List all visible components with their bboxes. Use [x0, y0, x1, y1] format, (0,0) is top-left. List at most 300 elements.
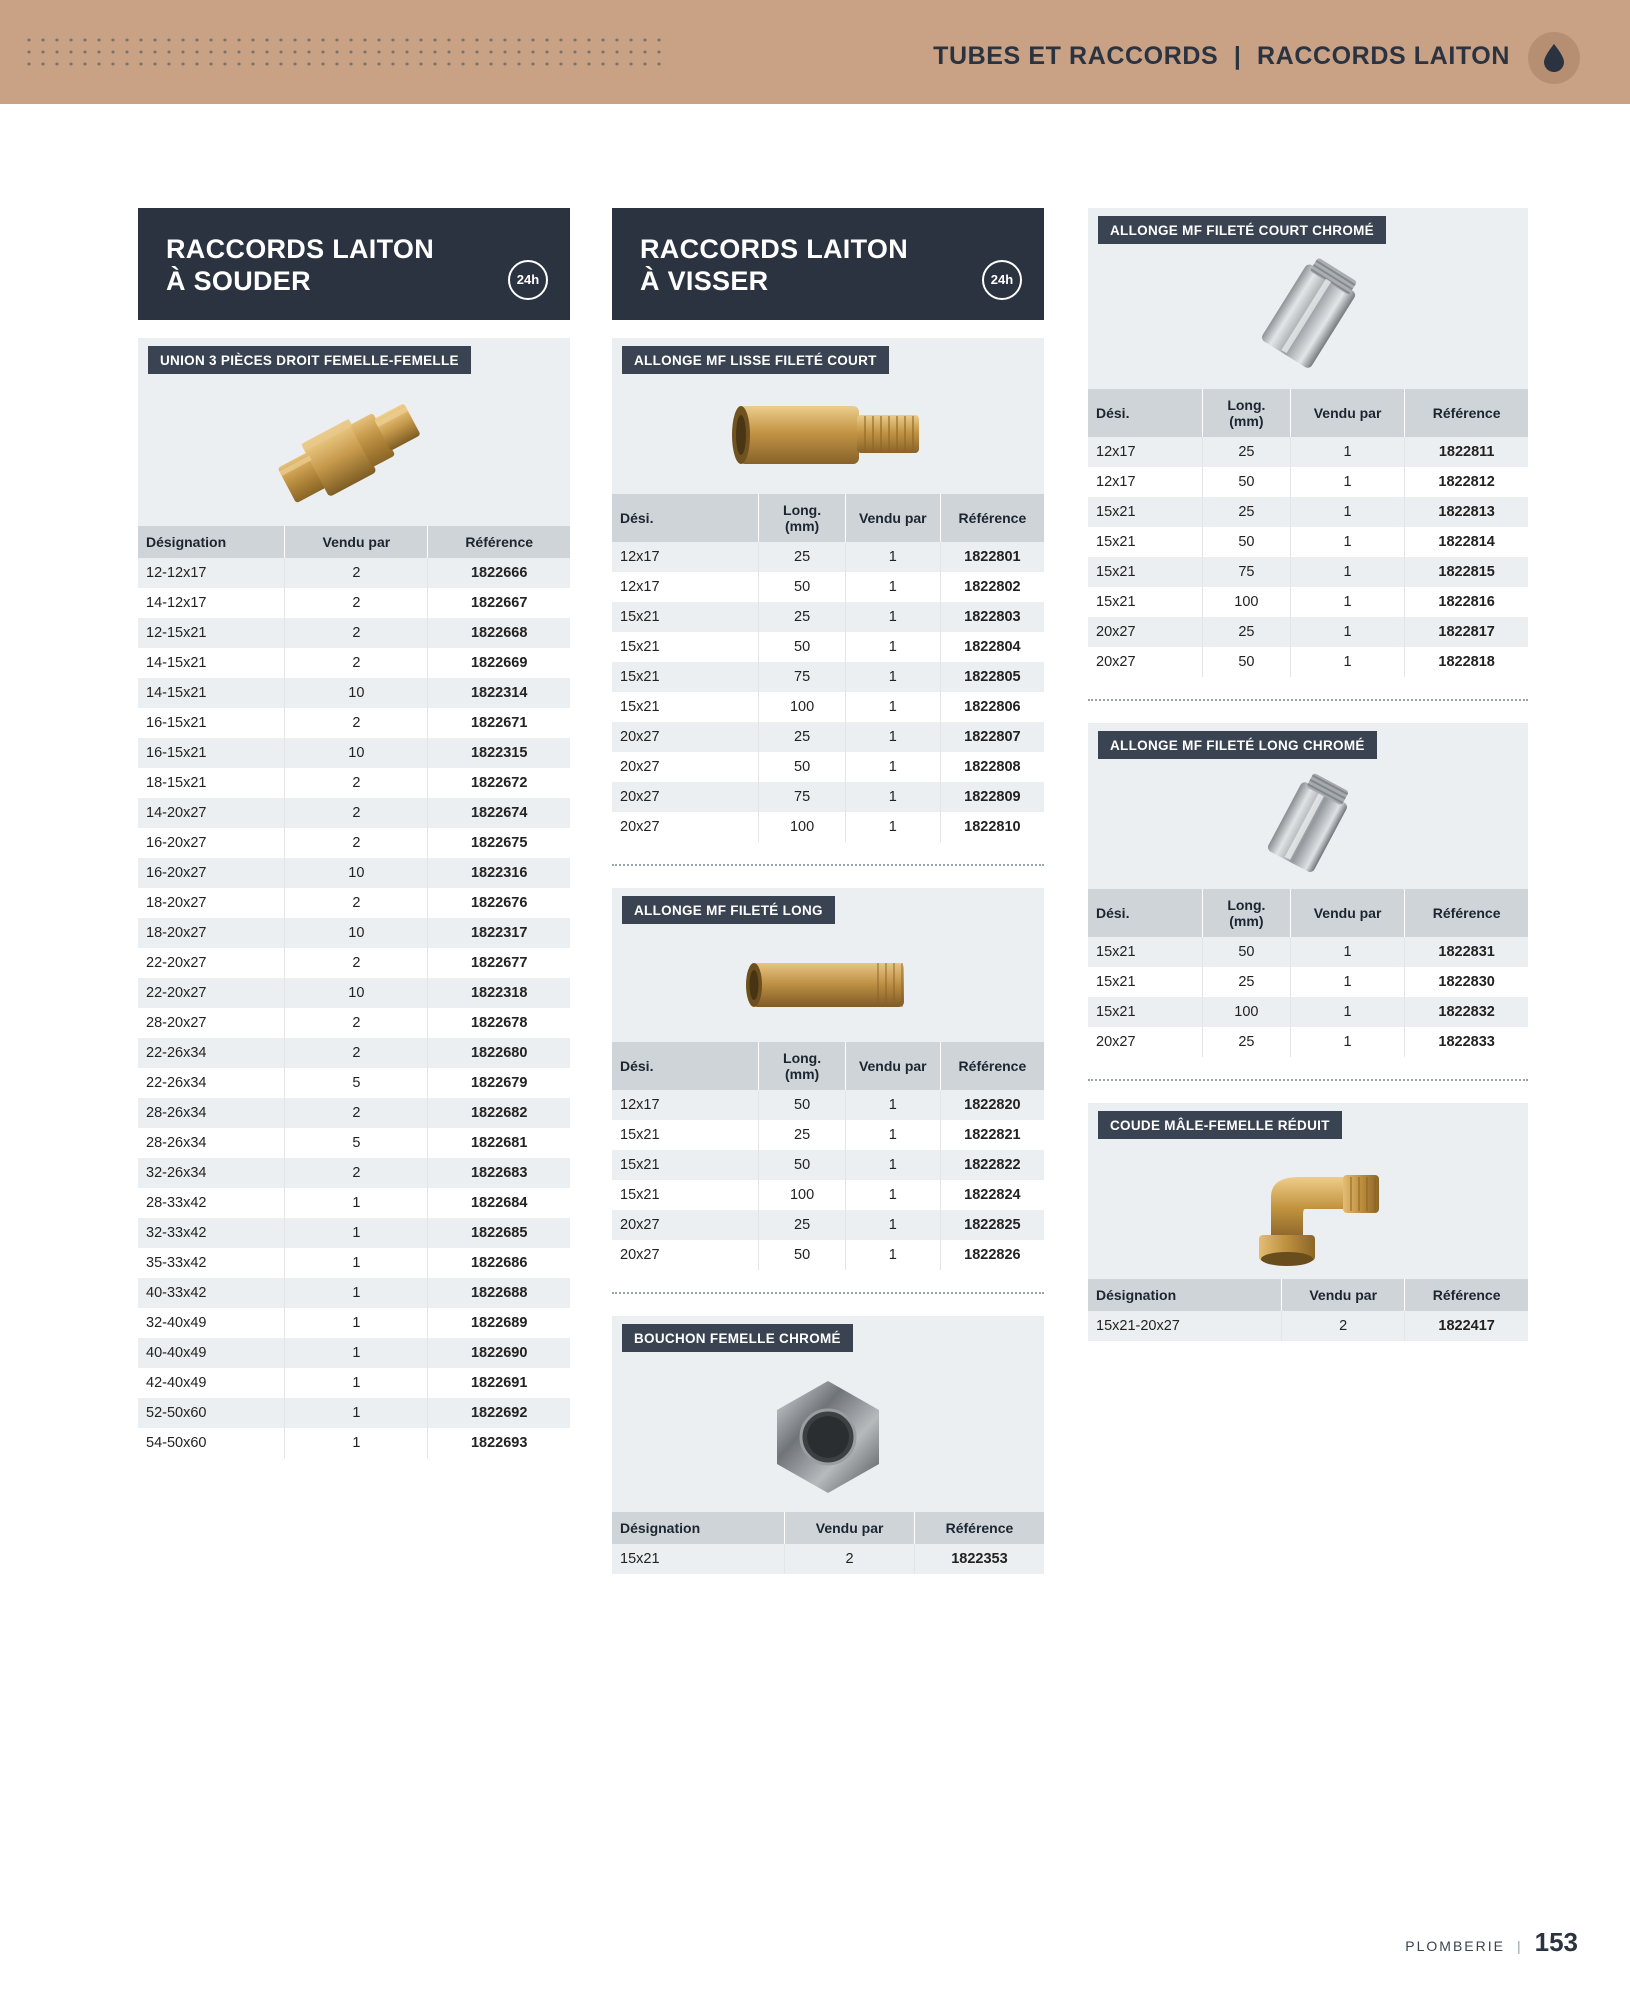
- product-photo-coude-reduit: [1088, 1139, 1528, 1279]
- cell-reference: 1822816: [1438, 594, 1495, 611]
- cell-reference: 1822802: [964, 578, 1021, 595]
- cell-vendu-par: 2: [285, 648, 428, 678]
- cell-vendu-par: 1: [1290, 937, 1404, 967]
- table-header-row: [1088, 1279, 1528, 1311]
- cell-vendu-par: 10: [285, 918, 428, 948]
- cell-vendu-par: 1: [845, 662, 940, 692]
- spec-table-union-3-pieces: [138, 526, 570, 1458]
- breadcrumb: [933, 42, 1510, 71]
- cell-vendu-par: 2: [285, 618, 428, 648]
- product-label: UNION 3 PIÈCES DROIT FEMELLE-FEMELLE: [148, 346, 471, 374]
- cell-vendu-par: 5: [285, 1128, 428, 1158]
- cell-designation: 18-20x27: [138, 888, 285, 918]
- section-banner-a-souder: [138, 208, 570, 320]
- cell-vendu-par: 1: [285, 1398, 428, 1428]
- cell-desi: 12x17: [612, 572, 759, 602]
- table-row: [138, 708, 570, 738]
- table-row: [612, 1150, 1044, 1180]
- cell-vendu-par: 2: [785, 1544, 915, 1574]
- cell-long: 50: [759, 1240, 845, 1270]
- cell-reference: 1822833: [1438, 1034, 1495, 1051]
- cell-vendu-par: 1: [1290, 647, 1404, 677]
- cell-long: 50: [1202, 527, 1290, 557]
- product-label-row: [612, 888, 1044, 924]
- table-row: [612, 782, 1044, 812]
- cell-reference: 1822693: [470, 1434, 528, 1451]
- table-row: [1088, 617, 1528, 647]
- cell-long: 100: [1202, 997, 1290, 1027]
- cell-designation: 14-12x17: [138, 588, 285, 618]
- table-row: [1088, 647, 1528, 677]
- cell-desi: 20x27: [612, 1210, 759, 1240]
- cell-reference: 1822817: [1438, 624, 1495, 641]
- cell-long: 50: [759, 572, 845, 602]
- cell-reference: 1822690: [470, 1344, 528, 1361]
- cell-designation: 28-33x42: [138, 1188, 285, 1218]
- table-row: [138, 888, 570, 918]
- product-block-allonge-long-chrome: [1088, 723, 1528, 1057]
- cell-long: 25: [759, 1210, 845, 1240]
- column-header: Long. (mm): [759, 1042, 845, 1090]
- cell-desi: 15x21: [1088, 967, 1202, 997]
- section-divider: [1088, 1079, 1528, 1081]
- cell-reference: 1822830: [1438, 974, 1495, 991]
- cell-vendu-par: 10: [285, 678, 428, 708]
- cell-long: 25: [759, 602, 845, 632]
- product-label: ALLONGE MF LISSE FILETÉ COURT: [622, 346, 889, 374]
- cell-vendu-par: 2: [285, 1158, 428, 1188]
- cell-reference: 1822831: [1438, 944, 1495, 961]
- table-row: [138, 648, 570, 678]
- cell-desi: 12x17: [1088, 467, 1202, 497]
- cell-desi: 15x21: [612, 662, 759, 692]
- cell-reference: 1822677: [470, 954, 528, 971]
- cell-vendu-par: 1: [845, 752, 940, 782]
- cell-long: 50: [759, 632, 845, 662]
- cell-vendu-par: 1: [845, 722, 940, 752]
- cell-designation: 28-26x34: [138, 1128, 285, 1158]
- cell-reference: 1822812: [1438, 474, 1495, 491]
- cell-vendu-par: 10: [285, 738, 428, 768]
- decorative-dot-pattern: [22, 34, 662, 72]
- cell-reference: 1822688: [470, 1284, 528, 1301]
- cell-reference: 1822801: [964, 548, 1021, 565]
- cell-reference: 1822316: [470, 864, 528, 881]
- cell-vendu-par: 1: [1290, 617, 1404, 647]
- cell-vendu-par: 1: [845, 1090, 940, 1120]
- product-block-allonge-lisse-court: [612, 338, 1044, 842]
- table-row: [1088, 997, 1528, 1027]
- table-row: [138, 768, 570, 798]
- column-header: Vendu par: [1290, 389, 1404, 437]
- cell-designation: 18-20x27: [138, 918, 285, 948]
- cell-reference: 1822815: [1438, 564, 1495, 581]
- cell-vendu-par: 2: [285, 1098, 428, 1128]
- cell-reference: 1822672: [470, 774, 528, 791]
- cell-vendu-par: 1: [1290, 587, 1404, 617]
- table-row: [1088, 557, 1528, 587]
- table-row: [138, 1308, 570, 1338]
- column-header: Référence: [914, 1512, 1044, 1544]
- table-row: [138, 978, 570, 1008]
- table-row: [612, 752, 1044, 782]
- product-photo-bouchon-femelle: [612, 1352, 1044, 1512]
- cell-designation: 40-33x42: [138, 1278, 285, 1308]
- table-row: [138, 588, 570, 618]
- cell-desi: 15x21: [612, 1120, 759, 1150]
- cell-designation: 32-26x34: [138, 1158, 285, 1188]
- table-row: [138, 1158, 570, 1188]
- cell-long: 75: [759, 782, 845, 812]
- table-row: [138, 1338, 570, 1368]
- cell-vendu-par: 1: [1290, 997, 1404, 1027]
- column-header: Référence: [1405, 1279, 1528, 1311]
- cell-designation: 54-50x60: [138, 1428, 285, 1458]
- cell-designation: 14-15x21: [138, 648, 285, 678]
- cell-designation: 18-15x21: [138, 768, 285, 798]
- footer-category: PLOMBERIE: [1405, 1938, 1505, 1954]
- product-label-row: [612, 1316, 1044, 1352]
- table-row: [138, 1218, 570, 1248]
- cell-reference: 1822810: [964, 818, 1021, 835]
- cell-vendu-par: 1: [285, 1218, 428, 1248]
- cell-designation: 22-26x34: [138, 1038, 285, 1068]
- cell-long: 50: [1202, 937, 1290, 967]
- cell-reference: 1822821: [964, 1127, 1021, 1144]
- cell-vendu-par: 1: [285, 1278, 428, 1308]
- cell-long: 50: [759, 752, 845, 782]
- table-row: [138, 1368, 570, 1398]
- cell-reference: 1822814: [1438, 534, 1495, 551]
- table-row: [612, 1090, 1044, 1120]
- cell-vendu-par: 1: [285, 1428, 428, 1458]
- cell-desi: 15x21: [1088, 557, 1202, 587]
- cell-reference: 1822689: [470, 1314, 528, 1331]
- cell-desi: 15x21: [612, 602, 759, 632]
- product-label: ALLONGE MF FILETÉ LONG CHROMÉ: [1098, 731, 1377, 759]
- page-header: [0, 0, 1630, 104]
- spec-table-allonge-court-chrome: [1088, 389, 1528, 677]
- cell-vendu-par: 1: [845, 692, 940, 722]
- cell-desi: 20x27: [612, 1240, 759, 1270]
- cell-reference: 1822804: [964, 638, 1021, 655]
- table-row: [1088, 1311, 1528, 1341]
- column-right: [1088, 208, 1528, 1341]
- cell-designation: 28-20x27: [138, 1008, 285, 1038]
- cell-reference: 1822679: [470, 1074, 528, 1091]
- cell-vendu-par: 1: [285, 1188, 428, 1218]
- cell-vendu-par: 1: [845, 1180, 940, 1210]
- cell-designation: 16-15x21: [138, 738, 285, 768]
- cell-reference: 1822318: [470, 984, 528, 1001]
- cell-reference: 1822809: [964, 788, 1021, 805]
- column-left: [138, 208, 570, 1458]
- table-row: [1088, 967, 1528, 997]
- cell-designation: 15x21-20x27: [1088, 1311, 1282, 1341]
- column-header: Vendu par: [845, 494, 940, 542]
- product-label-row: [1088, 1103, 1528, 1139]
- cell-reference: 1822808: [964, 758, 1021, 775]
- cell-long: 25: [1202, 617, 1290, 647]
- cell-reference: 1822675: [470, 834, 528, 851]
- cell-desi: 15x21: [612, 632, 759, 662]
- cell-vendu-par: 1: [285, 1308, 428, 1338]
- product-label-row: [612, 338, 1044, 374]
- cell-vendu-par: 1: [285, 1248, 428, 1278]
- cell-vendu-par: 2: [285, 828, 428, 858]
- column-middle: [612, 208, 1044, 1574]
- product-block-union-3-pieces: [138, 338, 570, 1458]
- cell-reference: 1822692: [470, 1404, 528, 1421]
- cell-vendu-par: 2: [285, 768, 428, 798]
- cell-desi: 20x27: [1088, 647, 1202, 677]
- product-label-row: [138, 338, 570, 374]
- table-row: [1088, 467, 1528, 497]
- section-title-line1: RACCORDS LAITON: [166, 234, 435, 264]
- cell-reference: 1822818: [1438, 654, 1495, 671]
- cell-vendu-par: 1: [845, 1120, 940, 1150]
- cell-designation: 52-50x60: [138, 1398, 285, 1428]
- product-photo-allonge-long: [612, 924, 1044, 1042]
- cell-desi: 20x27: [612, 782, 759, 812]
- cell-reference: 1822669: [470, 654, 528, 671]
- product-block-coude-reduit: [1088, 1103, 1528, 1341]
- cell-desi: 15x21: [612, 692, 759, 722]
- cell-long: 25: [759, 1120, 845, 1150]
- table-row: [612, 1240, 1044, 1270]
- column-header: Désignation: [138, 526, 285, 558]
- cell-desi: 15x21: [612, 1180, 759, 1210]
- table-row: [612, 662, 1044, 692]
- section-banner-a-visser: [612, 208, 1044, 320]
- table-row: [612, 692, 1044, 722]
- cell-desi: 20x27: [612, 812, 759, 842]
- table-row: [612, 542, 1044, 572]
- cell-long: 25: [1202, 1027, 1290, 1057]
- cell-designation: 42-40x49: [138, 1368, 285, 1398]
- page-number: 153: [1534, 1927, 1578, 1957]
- cell-designation: 22-20x27: [138, 948, 285, 978]
- cell-vendu-par: 1: [845, 602, 940, 632]
- cell-reference: 1822671: [470, 714, 528, 731]
- cell-desi: 12x17: [1088, 437, 1202, 467]
- cell-reference: 1822822: [964, 1157, 1021, 1174]
- cell-reference: 1822682: [470, 1104, 528, 1121]
- table-row: [1088, 587, 1528, 617]
- table-row: [612, 1180, 1044, 1210]
- column-header: Référence: [940, 1042, 1044, 1090]
- cell-reference: 1822680: [470, 1044, 528, 1061]
- product-photo-allonge-lisse-court: [612, 374, 1044, 494]
- cell-vendu-par: 10: [285, 978, 428, 1008]
- cell-reference: 1822317: [470, 924, 528, 941]
- cell-reference: 1822684: [470, 1194, 528, 1211]
- column-header: Dési.: [1088, 889, 1202, 937]
- table-row: [612, 632, 1044, 662]
- cell-designation: 15x21: [612, 1544, 785, 1574]
- table-row: [612, 602, 1044, 632]
- cell-reference: 1822674: [470, 804, 528, 821]
- table-row: [612, 1120, 1044, 1150]
- table-row: [138, 1188, 570, 1218]
- cell-reference: 1822666: [470, 564, 528, 581]
- cell-reference: 1822417: [1438, 1318, 1495, 1335]
- cell-desi: 15x21: [612, 1150, 759, 1180]
- cell-vendu-par: 2: [285, 558, 428, 588]
- cell-vendu-par: 1: [1290, 1027, 1404, 1057]
- cell-vendu-par: 1: [845, 812, 940, 842]
- table-row: [138, 1248, 570, 1278]
- cell-designation: 16-20x27: [138, 828, 285, 858]
- cell-vendu-par: 1: [845, 542, 940, 572]
- cell-vendu-par: 2: [285, 588, 428, 618]
- cell-designation: 12-12x17: [138, 558, 285, 588]
- cell-reference: 1822832: [1438, 1004, 1495, 1021]
- product-label-row: [1088, 208, 1528, 244]
- cell-designation: 12-15x21: [138, 618, 285, 648]
- table-row: [138, 858, 570, 888]
- column-header: Vendu par: [785, 1512, 915, 1544]
- product-label: BOUCHON FEMELLE CHROMÉ: [622, 1324, 853, 1352]
- cell-reference: 1822678: [470, 1014, 528, 1031]
- table-header-row: [612, 494, 1044, 542]
- cell-vendu-par: 1: [845, 1240, 940, 1270]
- table-row: [138, 1128, 570, 1158]
- table-row: [1088, 437, 1528, 467]
- spec-table-allonge-long: [612, 1042, 1044, 1270]
- cell-reference: 1822667: [470, 594, 528, 611]
- cell-reference: 1822824: [964, 1187, 1021, 1204]
- cell-long: 25: [759, 542, 845, 572]
- cell-long: 75: [1202, 557, 1290, 587]
- cell-long: 25: [1202, 967, 1290, 997]
- cell-long: 100: [759, 692, 845, 722]
- cell-designation: 32-40x49: [138, 1308, 285, 1338]
- column-header: Vendu par: [1282, 1279, 1405, 1311]
- cell-long: 50: [1202, 647, 1290, 677]
- badge-24h: 24h: [508, 260, 548, 300]
- cell-reference: 1822683: [470, 1164, 528, 1181]
- column-header: Dési.: [612, 1042, 759, 1090]
- cell-reference: 1822803: [964, 608, 1021, 625]
- cell-reference: 1822820: [964, 1097, 1021, 1114]
- table-row: [1088, 527, 1528, 557]
- product-block-allonge-long: [612, 888, 1044, 1270]
- cell-vendu-par: 2: [285, 708, 428, 738]
- cell-desi: 15x21: [1088, 497, 1202, 527]
- column-header: Vendu par: [1290, 889, 1404, 937]
- cell-vendu-par: 2: [285, 1008, 428, 1038]
- column-header: Dési.: [612, 494, 759, 542]
- table-row: [138, 1398, 570, 1428]
- column-header: Désignation: [612, 1512, 785, 1544]
- cell-designation: 32-33x42: [138, 1218, 285, 1248]
- cell-designation: 28-26x34: [138, 1098, 285, 1128]
- table-row: [138, 678, 570, 708]
- table-header-row: [612, 1512, 1044, 1544]
- cell-reference: 1822686: [470, 1254, 528, 1271]
- cell-reference: 1822353: [951, 1551, 1008, 1568]
- cell-reference: 1822811: [1438, 444, 1495, 461]
- product-label: ALLONGE MF FILETÉ LONG: [622, 896, 835, 924]
- table-header-row: [1088, 389, 1528, 437]
- cell-vendu-par: 1: [1290, 527, 1404, 557]
- cell-desi: 15x21: [1088, 997, 1202, 1027]
- table-header-row: [612, 1042, 1044, 1090]
- section-divider: [612, 1292, 1044, 1294]
- column-header: Long. (mm): [1202, 389, 1290, 437]
- cell-long: 25: [1202, 497, 1290, 527]
- cell-long: 100: [759, 812, 845, 842]
- cell-vendu-par: 10: [285, 858, 428, 888]
- cell-long: 100: [759, 1180, 845, 1210]
- table-row: [138, 828, 570, 858]
- column-header: Long. (mm): [759, 494, 845, 542]
- table-row: [612, 572, 1044, 602]
- cell-vendu-par: 1: [1290, 497, 1404, 527]
- cell-reference: 1822813: [1438, 504, 1495, 521]
- table-row: [138, 918, 570, 948]
- cell-desi: 20x27: [1088, 617, 1202, 647]
- water-drop-icon: [1528, 32, 1580, 84]
- cell-designation: 40-40x49: [138, 1338, 285, 1368]
- cell-desi: 20x27: [612, 722, 759, 752]
- table-row: [612, 1544, 1044, 1574]
- cell-desi: 12x17: [612, 1090, 759, 1120]
- cell-vendu-par: 5: [285, 1068, 428, 1098]
- cell-reference: 1822681: [470, 1134, 528, 1151]
- cell-long: 25: [759, 722, 845, 752]
- cell-reference: 1822315: [470, 744, 528, 761]
- table-row: [138, 948, 570, 978]
- section-title-line2: À VISSER: [640, 265, 769, 296]
- cell-vendu-par: 2: [285, 798, 428, 828]
- spec-table-allonge-long-chrome: [1088, 889, 1528, 1057]
- cell-desi: 15x21: [1088, 937, 1202, 967]
- cell-long: 25: [1202, 437, 1290, 467]
- cell-designation: 16-15x21: [138, 708, 285, 738]
- table-row: [138, 618, 570, 648]
- table-row: [138, 558, 570, 588]
- cell-designation: 16-20x27: [138, 858, 285, 888]
- cell-vendu-par: 2: [285, 1038, 428, 1068]
- page-footer: [1405, 1927, 1578, 1958]
- product-block-allonge-court-chrome: [1088, 208, 1528, 677]
- table-row: [138, 1008, 570, 1038]
- cell-designation: 14-15x21: [138, 678, 285, 708]
- section-title-line2: À SOUDER: [166, 265, 311, 296]
- cell-vendu-par: 1: [845, 572, 940, 602]
- breadcrumb-left: TUBES ET RACCORDS: [933, 42, 1219, 70]
- cell-vendu-par: 1: [285, 1368, 428, 1398]
- cell-vendu-par: 1: [845, 632, 940, 662]
- table-row: [138, 1278, 570, 1308]
- cell-reference: 1822806: [964, 698, 1021, 715]
- footer-separator: |: [1516, 1938, 1523, 1954]
- cell-vendu-par: 1: [845, 1210, 940, 1240]
- cell-desi: 15x21: [1088, 527, 1202, 557]
- table-row: [612, 1210, 1044, 1240]
- product-label: ALLONGE MF FILETÉ COURT CHROMÉ: [1098, 216, 1386, 244]
- table-row: [138, 1098, 570, 1128]
- column-header: Désignation: [1088, 1279, 1282, 1311]
- column-header: Référence: [428, 526, 570, 558]
- column-header: Référence: [940, 494, 1044, 542]
- cell-vendu-par: 2: [285, 948, 428, 978]
- table-row: [1088, 1027, 1528, 1057]
- cell-desi: 15x21: [1088, 587, 1202, 617]
- breadcrumb-right: RACCORDS LAITON: [1257, 42, 1510, 70]
